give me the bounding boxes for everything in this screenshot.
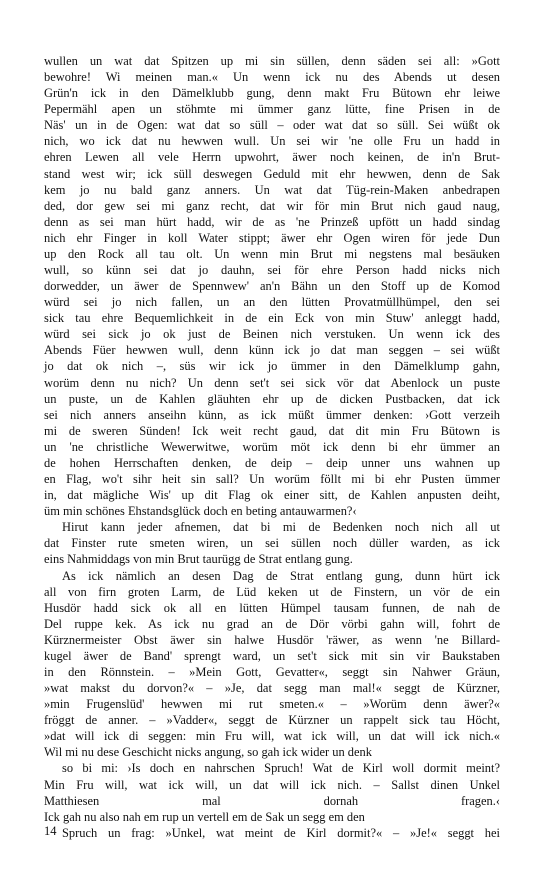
text-line: Näs' un in de Ogen: wat dat so süll – oder wat dat so süll. Sei wüßt ok	[44, 118, 500, 133]
text-line: fröggt de anner. – »Vadder«, seggt de Kürzner un rappelt sick tau Höcht,	[44, 713, 500, 728]
text-line: denn as sei man hürt hadd, wir de as 'ne Prinzeß upfött un hadd sindag	[44, 214, 500, 229]
body-text	[44, 53, 500, 841]
text-line: Del ruppe kek. As ick nu grad an de Dör vörbi gahn will, fohrt de	[44, 616, 500, 631]
text-line: Spruch un frag: »Unkel, wat meint de Kirl dormit?« – »Je!« seggt hei	[62, 825, 500, 840]
text-line: wull, so künn sei dat jo dauhn, sei för ehre Person hadd nicks nich	[44, 263, 500, 278]
text-line: en Flag, wo't sihr heit sin sall? Un worüm föllt mi bi ehr Pusten ümmer	[44, 472, 500, 487]
text-line: in den Rönnstein. – »Mein Gott, Gevatter«, seggt sin Nahwer Gräun,	[44, 664, 500, 679]
text-line: so bi mi: ›Is doch en nahrschen Spruch! Wat de Kirl woll dormit meint?	[62, 761, 500, 776]
text-line: all von firn groten Larm, de Lüd keken ut de Finstern, un vör de ein	[44, 584, 500, 599]
text-line: nich, wo ick dat nu hewwen wull. Un sei wir 'ne olle Fru un hadd in	[44, 134, 500, 149]
text-line: Kürznermeister Obst äwer sin halwe Husdör 'räwer, as wenn 'ne Billard-	[44, 632, 500, 647]
text-line: Min Fru will, wat ick will, un dat will ick nich. – Sallst dinen Unkel	[44, 777, 500, 792]
text-line: stand west wir; ick süll deswegen Geduld mit ehr hewwen, denn de Sak	[44, 166, 500, 181]
text-line: ehren Lewen all vele Herrn upwohrt, äwer noch keinen, de in'n Brut-	[44, 150, 500, 165]
text-line: dorwedder, un äwer de Spennwew' an'n Bähn un den Stoff up de Komod	[44, 279, 500, 294]
text-line: de hohen Herrschaften denken, de deip – deip unner uns wahnen up	[44, 455, 500, 470]
text-line: eins Nahmiddags von min Brut taurügg de Strat entlang gung.	[44, 552, 353, 567]
text-line: ded, dor gew sei mi ganz recht, dat wir för min Brut nich gaud naug,	[44, 198, 500, 213]
text-line: Grün'n ick in den Dämelklubb gung, denn makt Fru Bütown ehr leiwe	[44, 86, 500, 101]
text-line: dat Finster rute smeten wiren, un sei süllen noch düller warden, as ick	[44, 536, 500, 551]
text-line: würd sei sick jo ok just de Beinen nich verstuken. Un wenn ick des	[44, 327, 500, 342]
text-line: Ick gah nu also nah em rup un vertell em de Sak un segg em den	[44, 809, 365, 824]
text-line: in, dat mägliche Wis' up dit Flag ok einer sitt, de Kahlen anpusten deiht,	[44, 488, 500, 503]
text-line: jo dat ok nich –, süs wir ick jo ümmer in den Dämelklump gahn,	[44, 359, 500, 374]
page-number: 14	[44, 824, 57, 838]
text-line: »dat will ick di seggen: min Fru will, wat ick will, un dat will ick nich.«	[44, 729, 500, 744]
text-line: Pepermähl apen un stöhmte mi ümmer ganz lütte, fine Prisen in de	[44, 102, 500, 117]
text-line: Husdör hadd sick ok all en lütten Hümpel tausam funnen, de nah de	[44, 600, 500, 615]
text-line: mi de sweren Sünden! Ick weit recht gaud, dat dit min Fru Bütown is	[44, 423, 500, 438]
text-line: üm min schönes Ehstandsglück doch en beting antauwarmen?‹	[44, 504, 357, 519]
text-line: Wil mi nu dese Geschicht nicks angung, so gah ick wider un denk	[44, 745, 372, 760]
text-line: bewohre! Wi meinen man.« Un wenn ick nu des Abends ut desen	[44, 70, 500, 85]
text-line: As ick nämlich an desen Dag de Strat entlang gung, dunn hürt ick	[62, 568, 500, 583]
text-line: Hirut kann jeder afnemen, dat bi mi de Bedenken noch nich all ut	[62, 520, 500, 535]
text-line: »min Frugenslüd' hewwen mi rut smeten.« – »Worüm denn äwer?«	[44, 697, 500, 712]
text-line: Matthiesen mal dornah fragen.‹	[44, 793, 500, 808]
text-line: up den Rock all tau olt. Un wenn min Brut mi negstens mal besäuken	[44, 246, 500, 261]
text-line: sick tau ehre Bequemlichkeit in de ein Eck von min Stuw' anleggt hadd,	[44, 311, 500, 326]
text-line: Abends Füer hewwen wull, denn künn ick jo dat man seggen – sei wüßt	[44, 343, 500, 358]
text-line: kugel äwer de Band' sprengt ward, un set't sick mit sin vir Baukstaben	[44, 648, 500, 663]
text-line: nich ehr Finger in koll Water stippt; äwer ehr Ogen wiren för jede Dun	[44, 230, 500, 245]
text-line: sei nich anners anseihn künn, as ick müßt ümmer denken: ›Gott verzeih	[44, 407, 500, 422]
text-line: un puste, un de Kahlen gläuhten ehr up de dicken Pustbacken, dat ick	[44, 391, 500, 406]
text-line: kem jo nu bald ganz anners. Un wat dat Tüg-rein-Maken anbedrapen	[44, 182, 500, 197]
text-line: »wat makst du dorvon?« – »Je, dat segg man mal!« seggt de Kürzner,	[44, 681, 500, 696]
text-line: wullen un wat dat Spitzen up mi sin süllen, denn säden sei all: »Gott	[44, 54, 500, 68]
text-line: un 'ne christliche Wewerwitwe, worüm möt ick denn bi ehr ümmer an	[44, 439, 500, 454]
text-line: würd sei jo nich fallen, un an den lütten Provatmüllhümpel, den sei	[44, 295, 500, 310]
text-line: worüm denn nu nich? Un denn set't sei sick vör dat Abenlock un puste	[44, 375, 500, 390]
